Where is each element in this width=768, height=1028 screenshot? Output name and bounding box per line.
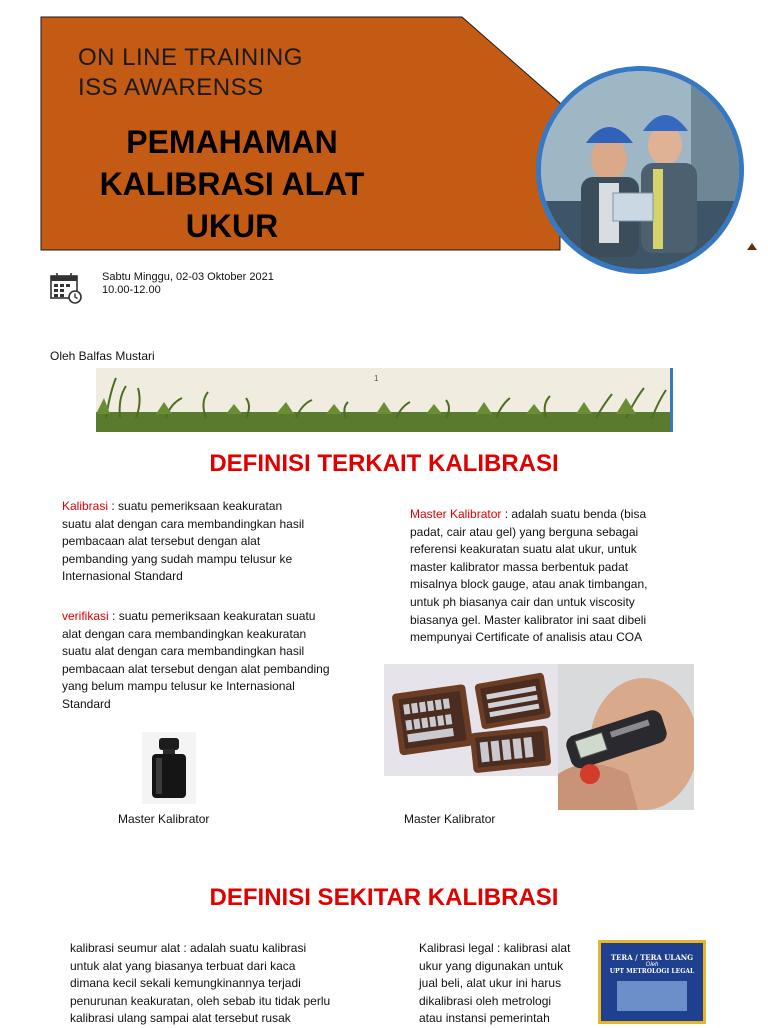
poster-title: TERA / TERA ULANG	[610, 953, 694, 962]
calendar-icon	[50, 272, 82, 304]
section-title-definisi-sekitar: DEFINISI SEKITAR KALIBRASI	[209, 884, 559, 911]
kalibrasi-definition: Kalibrasi : suatu pemeriksaan keakuratan suatu alat dengan cara membandingkan hasil pembacaan alat tersebut dengan alat pembanding yang sudah mampu telusur ke Internasional Standard	[62, 499, 305, 584]
caption-gauge-blocks: Master Kalibrator	[404, 812, 496, 826]
page-title-line2: KALIBRASI ALAT	[99, 166, 365, 202]
training-label: ON LINE TRAINING	[78, 44, 303, 71]
weight-photo	[142, 732, 196, 804]
poster-by: Oleh	[645, 962, 659, 968]
event-time: 10.00-12.00	[102, 284, 161, 296]
verifikasi-term: verifikasi	[62, 609, 109, 623]
training-topic: ISS AWARENSS	[78, 74, 264, 101]
gauge-block-photo	[384, 664, 560, 776]
tera-poster	[598, 940, 706, 1024]
kalibrasi-term: Kalibrasi	[62, 499, 109, 513]
page-number: 1	[374, 374, 379, 383]
micrometer-photo	[558, 664, 694, 810]
kalibrasi-legal-definition: Kalibrasi legal : kalibrasi alat ukur yang digunakan untuk jual beli, alat ukur ini harus dikalibrasi oleh metrologi atau instansi pemerintah	[419, 941, 571, 1026]
page-title-line3: UKUR	[185, 208, 279, 244]
engineers-photo	[536, 66, 744, 274]
grass-divider	[96, 368, 673, 432]
master-kalibrator-term: Master Kalibrator	[410, 507, 502, 521]
poster-org: UPT METROLOGI LEGAL	[609, 968, 695, 975]
poster-image	[617, 981, 687, 1011]
master-kalibrator-definition: Master Kalibrator : adalah suatu benda (bisa padat, cair atau gel) yang berguna sebagai referensi keakuratan suatu alat ukur, untuk master kalibrator massa berbentuk padat misalnya block gauge, atau anak timbangan, untuk ph biasanya cair dan untuk viscosity biasanya gel. Master kalibrator ini saat dibeli mempunyai Certificate of analisis atau COA	[410, 507, 648, 645]
event-date: Sabtu Minggu, 02-03 Oktober 2021	[102, 271, 274, 283]
kalibrasi-seumur-alat-definition: kalibrasi seumur alat : adalah suatu kalibrasi untuk alat yang biasanya terbuat dari kaca dimana kecil sekali kemungkinannya terjadi penurunan keakuratan, oleh sebab itu tidak perlu kalibrasi ulang sampai alat tersebut rusak	[70, 941, 331, 1026]
verifikasi-definition: verifikasi : suatu pemeriksaan keakuratan suatu alat dengan cara membandingkan keakuratan suatu alat dengan cara membandingkan hasil pembacaan alat tersebut dengan alat pembanding yang belum mampu telusur ke Internasional Standard	[62, 609, 330, 711]
author: Oleh Balfas Mustari	[50, 349, 155, 363]
caption-weight: Master Kalibrator	[118, 812, 210, 826]
section-title-definisi-terkait: DEFINISI TERKAIT KALIBRASI	[209, 450, 559, 477]
page-title-line1: PEMAHAMAN	[126, 124, 338, 160]
